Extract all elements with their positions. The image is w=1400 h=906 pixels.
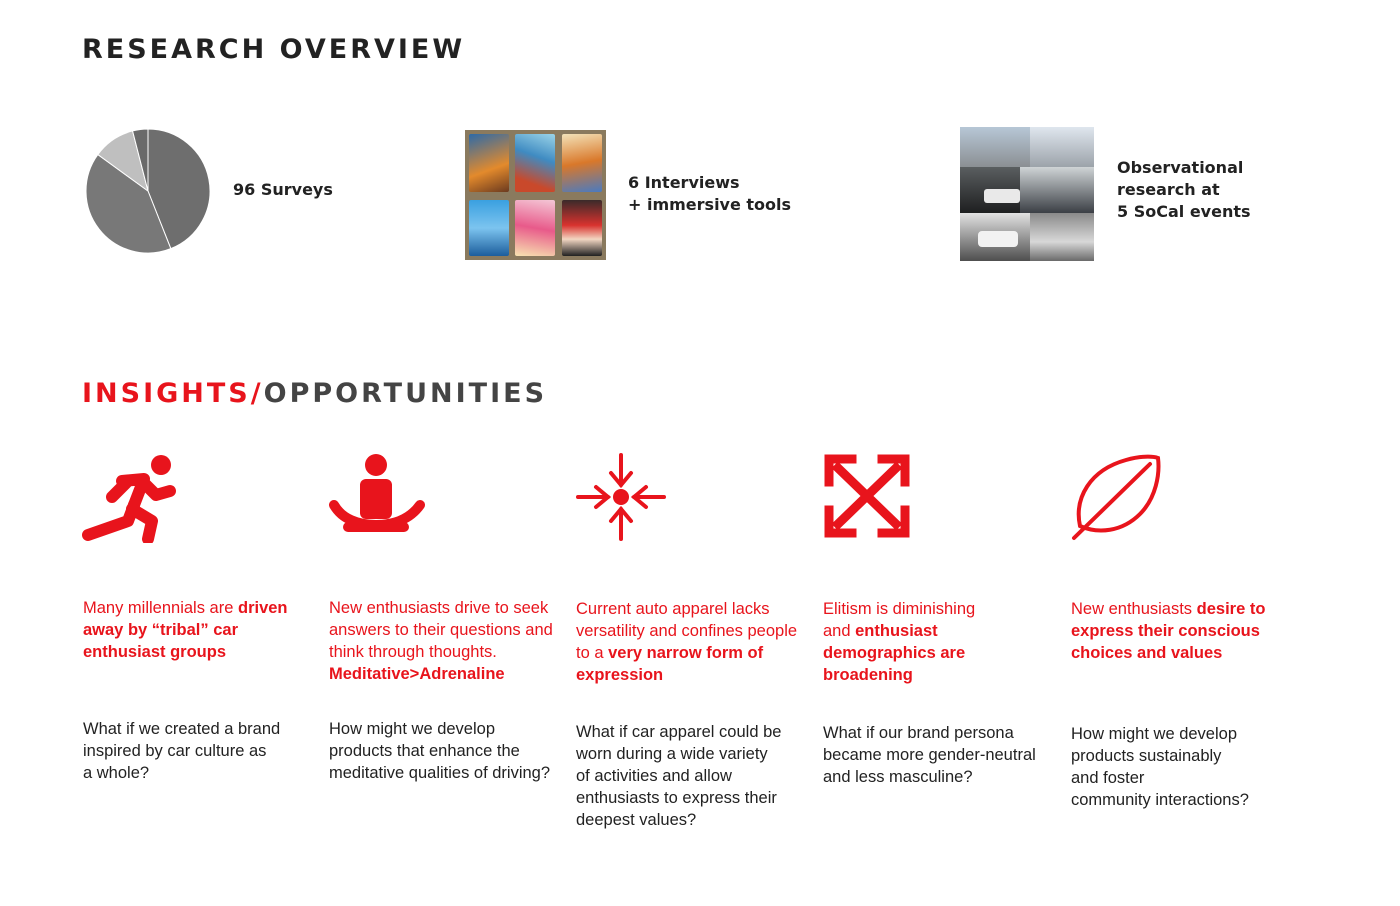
- interview-tools-photo: [465, 130, 606, 260]
- leaf-icon: [1070, 452, 1164, 542]
- observational-line-3: 5 SoCal events: [1117, 202, 1251, 221]
- surveys-label: 96 Surveys: [233, 180, 333, 199]
- question-text-2: How might we develop products that enhance the meditative qualities of driving?: [329, 720, 551, 782]
- insights-heading-red: INSIGHTS/: [82, 378, 264, 409]
- insights-opportunities-title: [82, 378, 547, 409]
- meditating-person-icon: [328, 453, 426, 533]
- expanding-arrows-icon: [824, 454, 910, 538]
- question-text-5: How might we develop products sustainably and foster community interactions?: [1071, 725, 1249, 809]
- running-person-icon: [82, 453, 178, 543]
- converging-arrows-icon: [576, 453, 666, 543]
- surveys-pie-chart: [83, 126, 213, 256]
- question-text-4: What if our brand persona became more gender-neutral and less masculine?: [823, 724, 1036, 786]
- insight-text-5: New enthusiasts desire to express their conscious choices and values: [1071, 600, 1266, 662]
- observational-events-photo: [960, 127, 1094, 261]
- insight-text-4: Elitism is diminishing and enthusiast demographics are broadening: [823, 600, 976, 684]
- opportunities-heading-gray: OPPORTUNITIES: [263, 378, 548, 409]
- insight-text-3: Current auto apparel lacks versatility and confines people to a very narrow form of expression: [576, 600, 798, 684]
- observational-label: [1117, 157, 1251, 223]
- insight-text-2: New enthusiasts drive to seek answers to their questions and think through thoughts. Meditative>Adrenaline: [329, 599, 553, 683]
- interviews-label: [628, 172, 791, 216]
- research-overview-title: RESEARCH OVERVIEW: [82, 34, 466, 65]
- interviews-line-2: + immersive tools: [628, 195, 792, 214]
- insight-text-1: Many millennials are driven away by “tribal” car enthusiast groups: [83, 599, 288, 661]
- question-text-1: What if we created a brand inspired by car culture as a whole?: [83, 720, 281, 782]
- observational-line-1: Observational: [1117, 158, 1244, 177]
- question-text-3: What if car apparel could be worn during a wide variety of activities and allow enthusiasts to express their deepest values?: [576, 723, 782, 829]
- interviews-line-1: 6 Interviews: [628, 173, 740, 192]
- observational-line-2: research at: [1117, 180, 1220, 199]
